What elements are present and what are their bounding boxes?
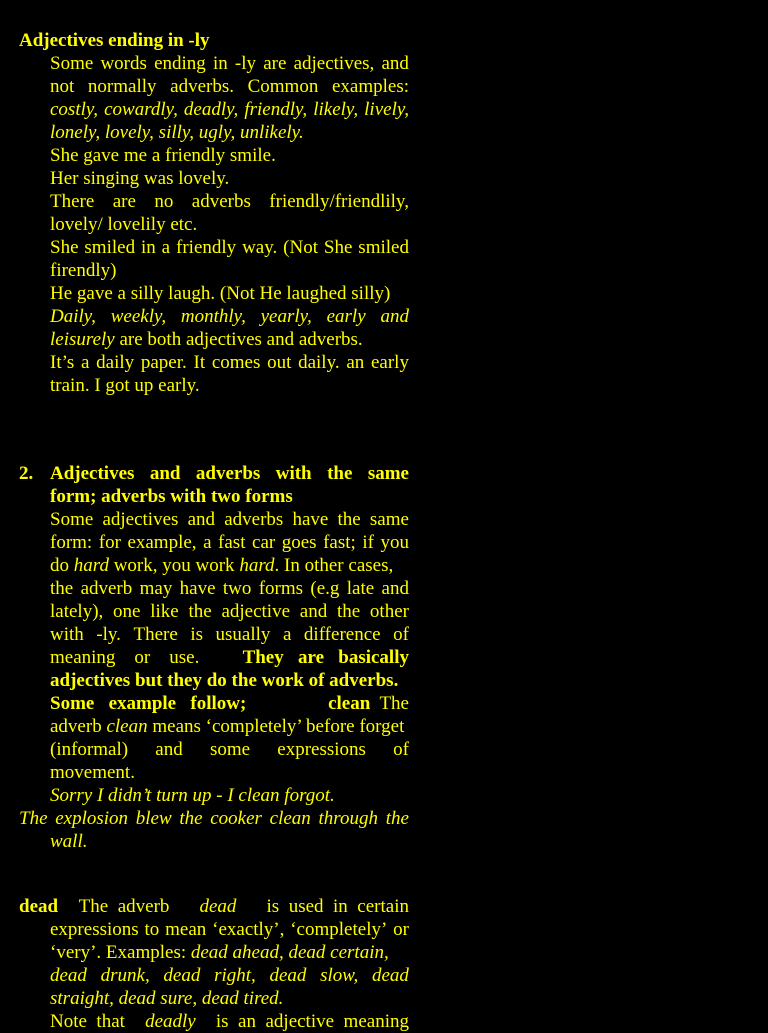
term-line-dead <box>19 895 409 918</box>
word: difference <box>303 624 381 645</box>
word: likely, <box>313 99 359 120</box>
word: a <box>81 352 90 373</box>
word: of <box>393 624 409 645</box>
word: lively, <box>364 99 409 120</box>
word: a <box>161 237 171 258</box>
word: are <box>112 191 136 212</box>
word: deadly, <box>183 99 239 120</box>
word: car <box>252 532 276 553</box>
word: It’s <box>50 352 75 373</box>
word: ‘exactly’, <box>212 919 285 940</box>
word: the <box>50 578 74 599</box>
word: early <box>370 352 409 373</box>
word: and <box>149 463 181 484</box>
word: adverbs <box>224 509 284 530</box>
section-heading-ly-adjectives: Adjectives ending in -ly <box>19 30 210 51</box>
word: and <box>155 739 183 760</box>
word: adverbs <box>195 463 261 484</box>
section-heading-line: form; adverbs with two forms <box>50 486 293 507</box>
word: in <box>140 237 156 258</box>
word: friendly/friendlily, <box>269 191 409 212</box>
text-span: meaning or use. <box>50 647 200 668</box>
word: Adjectives <box>50 463 135 484</box>
text-span: is used in certain <box>257 896 409 917</box>
text-span: . In other cases, <box>274 555 394 576</box>
word: right, <box>214 965 256 986</box>
word: lately), <box>50 601 104 622</box>
body-line <box>50 623 409 646</box>
body-line: train. I got up early. <box>50 375 200 396</box>
word: like <box>150 601 179 622</box>
text-span: The adverb <box>78 896 179 917</box>
word: daily <box>96 352 135 373</box>
word: friendly, <box>244 99 308 120</box>
term-dead: dead <box>19 896 59 917</box>
word: cooker <box>210 808 262 829</box>
text-span: adverb <box>50 716 107 737</box>
text-span: do <box>50 555 74 576</box>
word: cowardly, <box>104 99 178 120</box>
word: smiled <box>84 237 136 258</box>
word: an <box>346 352 365 373</box>
word: adjective <box>221 601 291 622</box>
italic-term: hard <box>73 555 109 576</box>
word: yearly, <box>260 306 312 327</box>
word: weekly, <box>110 306 167 327</box>
word: goes <box>281 532 317 553</box>
word: clean <box>269 808 311 829</box>
word: example, <box>127 532 197 553</box>
word: adverbs. <box>170 76 234 97</box>
body-line <box>50 646 409 669</box>
word: drunk, <box>100 965 150 986</box>
word: form: <box>50 532 93 553</box>
word: normally <box>87 76 157 97</box>
word: comes <box>211 352 261 373</box>
word: same <box>367 463 409 484</box>
italic-term: leisurely <box>50 329 115 350</box>
body-line <box>50 692 409 715</box>
word: the <box>385 808 409 829</box>
word: Daily, <box>50 306 96 327</box>
word: She <box>323 237 353 258</box>
word: and <box>381 53 409 74</box>
body-line <box>50 52 409 75</box>
body-line: adjectives but they do the work of adverbs. <box>50 670 399 691</box>
word: a <box>282 624 292 645</box>
body-line <box>50 328 363 351</box>
word: and <box>381 578 409 599</box>
body-line <box>50 1010 409 1033</box>
word: late <box>346 578 375 599</box>
body-line: movement. <box>50 762 135 783</box>
word: It <box>193 352 206 373</box>
bold-span: They are basically <box>242 647 409 668</box>
word: not <box>50 76 75 97</box>
word: ending <box>154 53 206 74</box>
body-line <box>50 554 393 577</box>
word: Some <box>50 53 94 74</box>
word: adverbs <box>191 191 251 212</box>
term-clean: clean <box>328 693 371 714</box>
word: paper. <box>140 352 187 373</box>
word: the <box>327 463 353 484</box>
body-line: lonely, lovely, silly, ugly, unlikely. <box>50 122 304 143</box>
word: fast; <box>323 532 356 553</box>
text-span: is an adjective meaning <box>206 1011 409 1032</box>
word: out <box>267 352 292 373</box>
word: adjectives, <box>293 53 375 74</box>
word: expressions <box>50 919 139 940</box>
body-line: She gave me a friendly smile. <box>50 145 276 166</box>
word: friendly <box>176 237 237 258</box>
word: is <box>190 624 203 645</box>
text-span: are both adjectives and adverbs. <box>114 329 363 350</box>
word: (informal) <box>50 739 129 760</box>
word: the <box>337 509 361 530</box>
body-line: lovely/ lovelily etc. <box>50 214 198 235</box>
word: the <box>336 601 361 622</box>
word: expressions <box>277 739 366 760</box>
word: with <box>50 624 84 645</box>
word: and <box>380 306 409 327</box>
text-span: Note that <box>50 1011 135 1032</box>
italic-term: dead <box>199 896 237 917</box>
body-line: straight, dead sure, dead tired. <box>50 988 284 1009</box>
word: dead <box>50 965 87 986</box>
word: one <box>113 601 141 622</box>
word: examples: <box>331 76 409 97</box>
word: monthly, <box>180 306 246 327</box>
word: are <box>263 53 287 74</box>
word: dead <box>163 965 201 986</box>
section-number: 2. <box>19 463 34 484</box>
word: There <box>50 191 95 212</box>
body-line: Her singing was lovely. <box>50 168 230 189</box>
word: daily. <box>298 352 340 373</box>
word: no <box>154 191 174 212</box>
word: Some <box>50 509 94 530</box>
body-line <box>50 531 409 554</box>
word: have <box>179 578 216 599</box>
body-line <box>50 305 409 328</box>
word: if <box>362 532 374 553</box>
word: in <box>212 53 228 74</box>
word: The <box>19 808 48 829</box>
word: for <box>98 532 121 553</box>
text-span: ‘very’. Examples: <box>50 942 191 963</box>
body-line <box>50 738 409 761</box>
body-line: firendly) <box>50 260 117 281</box>
word: (Not <box>283 237 318 258</box>
word: mean <box>165 919 207 940</box>
word: There <box>133 624 178 645</box>
text-span: work, you work <box>108 555 240 576</box>
word: -ly <box>234 53 257 74</box>
word: dead <box>269 965 307 986</box>
italic-term: deadly <box>145 1011 196 1032</box>
italic-term: hard <box>239 555 275 576</box>
word: smiled <box>358 237 409 258</box>
word: two <box>222 578 252 599</box>
word: of <box>393 739 409 760</box>
word: Common <box>247 76 319 97</box>
word: the <box>179 808 203 829</box>
text-span: The <box>370 693 409 714</box>
body-line <box>50 577 409 600</box>
body-line <box>50 941 389 964</box>
body-line <box>50 508 409 531</box>
body-line <box>50 236 409 259</box>
body-line <box>50 715 404 738</box>
text-span: means ‘completely’ before forget <box>147 716 405 737</box>
body-line <box>50 98 409 121</box>
word: adverb <box>80 578 133 599</box>
body-line <box>50 600 409 623</box>
word: fast <box>218 532 246 553</box>
word: dead <box>372 965 409 986</box>
word: and <box>299 601 328 622</box>
word: She <box>50 237 79 258</box>
word: the <box>188 601 212 622</box>
italic-term: dead ahead, dead certain, <box>190 942 389 963</box>
body-line: Sorry I didn’t turn up - I clean forgot. <box>50 785 335 806</box>
text-group <box>328 692 409 715</box>
word: (e.g <box>310 578 340 599</box>
word: a <box>203 532 212 553</box>
word: early <box>326 306 366 327</box>
body-line <box>50 75 409 98</box>
word: some <box>209 739 251 760</box>
word: with <box>275 463 312 484</box>
word: ‘completely’ <box>290 919 388 940</box>
word: through <box>318 808 378 829</box>
word: words <box>100 53 147 74</box>
italic-term: clean <box>106 716 148 737</box>
body-line: wall. <box>50 831 88 852</box>
body-line: He gave a silly laugh. (Not He laughed silly) <box>50 283 391 304</box>
word: forms <box>258 578 304 599</box>
section-heading-line <box>50 462 409 485</box>
word: slow, <box>320 965 359 986</box>
word: or <box>393 919 409 940</box>
word: to <box>144 919 160 940</box>
bold-span: Some example follow; <box>50 693 247 714</box>
word: usually <box>215 624 271 645</box>
word: and <box>187 509 216 530</box>
word: costly, <box>50 99 99 120</box>
body-line <box>50 190 409 213</box>
word: blew <box>135 808 172 829</box>
word: you <box>380 532 409 553</box>
body-line <box>50 964 409 987</box>
word: way. <box>242 237 278 258</box>
word: explosion <box>55 808 129 829</box>
word: adjectives <box>102 509 179 530</box>
body-line <box>19 807 409 830</box>
word: have <box>292 509 329 530</box>
word: may <box>139 578 173 599</box>
body-line <box>50 351 409 374</box>
word: other <box>369 601 409 622</box>
word: -ly. <box>96 624 121 645</box>
body-line <box>50 918 409 941</box>
word: same <box>369 509 409 530</box>
